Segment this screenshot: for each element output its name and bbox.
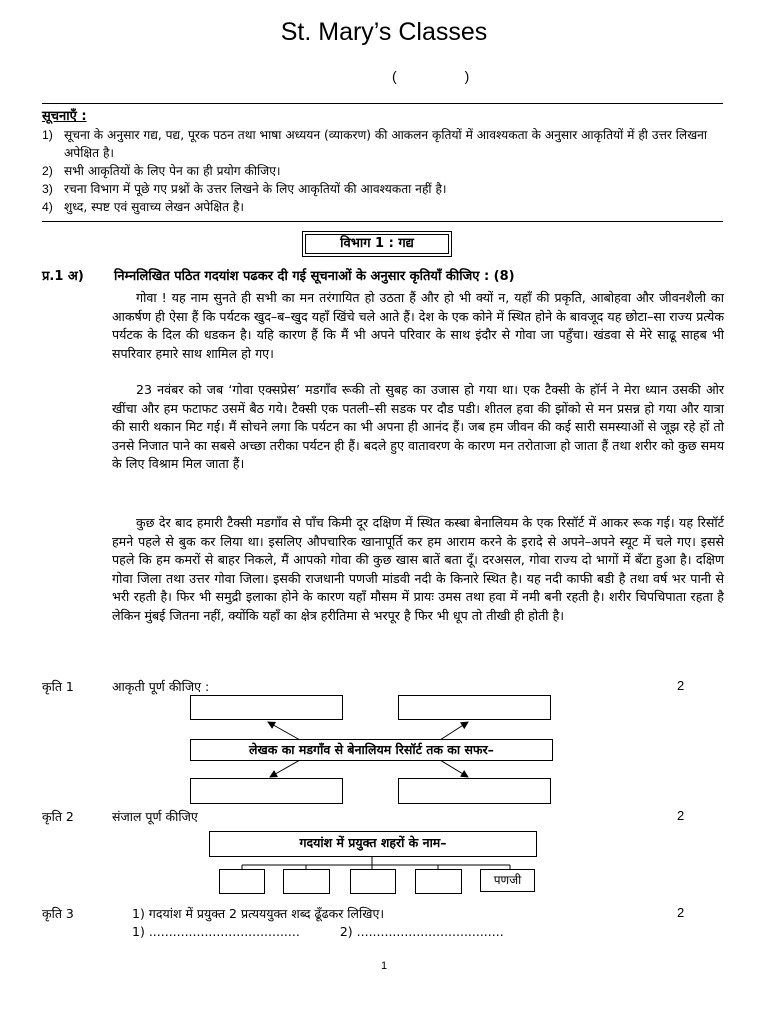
instruction-item: 3) रचना विभाग में पूछे गए प्रश्नों के उत्तर लिखने के लिए आकृतियों की आवश्यकता नहीं है।: [42, 182, 447, 196]
kriti-3-heading: [42, 905, 692, 922]
name-parentheses: ( ): [392, 68, 470, 84]
kriti-1-answer-box-4[interactable]: [398, 778, 551, 804]
passage-paragraph-3: कुछ देर बाद हमारी टैक्सी मडगाँव से पाँच किमी दूर दक्षिण में स्थित कस्बा बेनालियम के एक रिसॉर्ट में आकर रूक गई। यह रिसॉर्ट हमने पहले से बुक कर लिया था। इसलिए औपचारिक खानापूर्ति कर हम आराम करने के इरादे से अपने–अपने स्यूट में चले गए। इससे पहले कि हम कमरों से बाहर निकले, मैं आपको गोवा की कुछ खास बातें बता दूँ। दरअसल, गोवा राज्य दो भागों में बँटा हुआ है। दक्षिण गोवा जिला तथा उत्तर गोवा जिला। इसकी राजधानी पणजी मांडवी नदी के किनारे स्थित है। यह नदी काफी बडी है तथा वर्ष भर पानी से भरी रहती है। फिर भी समुद्री इलाका होने के कारण यहाँ मौसम में प्रायः उमस तथा हवा में नमी बनी रहती है। शरीर चिपचिपाता रहता है लेकिन मुंबई जितना नहीं, क्योंकि यहाँ का क्षेत्र हरीतिमा से भरपूर है फिर भी धूप तो तीखी ही होती है।: [112, 515, 724, 623]
kriti-1-label: कृति 1: [42, 679, 74, 694]
kriti-3-blank-2[interactable]: 2) .....................................: [339, 924, 504, 939]
arrow-down-right: [440, 760, 468, 777]
passage-paragraph-1: गोवा ! यह नाम सुनते ही सभी का मन तरंगायित हो उठता हैं और हो भी क्यों न, यहाँ की प्रकृति, आबोहवा और जीवनशैली का आकर्षण ही ऐसा हैं कि पर्यटक खुद–ब–खुद यहाँ खिंचे चले आते हैं। देश के एक कोने में स्थित होने के बावजूद यह छोटा–सा राज्य प्रत्येक पर्यटक के दिल की धडकन है। यहि कारण हैं कि मैं भी अपने परिवार के साथ इंदौर से गोवा जा पहुँचा। खंडवा से मेरे साढू साहब भी सपरिवार हमारे साथ शामिल हो गए।: [112, 290, 724, 361]
kriti-1-answer-box-2[interactable]: [398, 695, 551, 720]
kriti-1-answer-box-1[interactable]: [190, 695, 343, 720]
page-number: 1: [380, 960, 388, 972]
kriti-2-answer-box-1[interactable]: [219, 869, 265, 894]
instruction-item: 2) सभी आकृतियों के लिए पेन का ही प्रयोग कीजिए।: [42, 164, 281, 178]
kriti-3-blank-1[interactable]: 1) ......................................: [132, 924, 300, 939]
kriti-2-answer-box-4[interactable]: [415, 869, 462, 894]
kriti-3-marks: 2: [677, 905, 685, 920]
kriti-1-center-box: लेखक का मडगाँव से बेनालियम रिसॉर्ट तक का सफर–: [190, 739, 553, 761]
arrow-down-left: [270, 760, 300, 777]
instruction-item: 4) शुध्द, स्पष्ट एवं सुवाच्य लेखन अपेक्षित है।: [42, 200, 244, 214]
section-title: विभाग 1 : गद्य: [302, 231, 452, 257]
kriti-3-answer-line: [132, 924, 504, 939]
kriti-2-label: कृति 2: [42, 809, 74, 824]
instruction-item: 1) सूचना के अनुसार गद्य, पद्य, पूरक पठन तथा भाषा अध्ययन (व्याकरण) की आकलन कृतियों में आवश्यकता के अनुसार आकृतियों में ही उत्तर लिखना अपेक्षित है।: [42, 128, 708, 160]
question-number: प्र.1 अ): [42, 269, 84, 284]
kriti-2-answer-box-2[interactable]: [283, 869, 330, 894]
kriti-3-instruction: 1) गदयांश में प्रयुक्त 2 प्रत्यययुक्त शब्द ढूँढकर लिखिए।: [132, 906, 385, 921]
arrow-up-right: [440, 722, 468, 740]
kriti-2-given-city-box: पणजी: [480, 869, 535, 892]
kriti-1-instruction: आकृती पूर्ण कीजिए :: [112, 679, 210, 694]
kriti-2-center-box: गदयांश में प्रयुक्त शहरों के नाम–: [209, 831, 537, 857]
kriti-2-heading: [42, 808, 692, 825]
instructions-heading: सूचनाएँ :: [42, 109, 87, 124]
kriti-2-instruction: संजाल पूर्ण कीजिए: [112, 809, 198, 824]
kriti-1-answer-box-3[interactable]: [190, 778, 343, 804]
kriti-3-label: कृति 3: [42, 906, 74, 921]
kriti-1-marks: 2: [677, 678, 685, 693]
page-title: St. Mary’s Classes: [280, 18, 488, 46]
arrow-up-left: [268, 722, 300, 740]
question-text: निम्नलिखित पठित गदयांश पढकर दी गई सूचनाओं के अनुसार कृतियाँ कीजिए : (8): [114, 269, 515, 284]
kriti-2-answer-box-3[interactable]: [350, 869, 396, 894]
passage-paragraph-2: 23 नवंबर को जब ‘गोवा एक्सप्रेस’ मडगाँव रूकी तो सुबह का उजास हो गया था। एक टैक्सी के हॉर्न ने मेरा ध्यान उसकी ओर खींचा और हम फटाफट उसमें बैठ गये। टैक्सी एक पतली–सी सडक पर दौड पडी। शीतल हवा की झोंको से मन प्रसन्न हो गया और यात्रा की सारी थकान मिट गई। मैं सोचने लगा कि पर्यटन का भी अपना ही आनंद हैं। जब हम जीवन की कई सारी समस्याओं से जूझ रहे हों तो उनसे निजात पाने का सबसे अच्छा तरीका पर्यटन ही हैं। बदले हुए वातावरण के कारण मन तरोताजा हो जाता हैं तथा शरीर को कुछ समय के लिए विश्राम मिल जाता हैं।: [112, 382, 724, 471]
kriti-2-marks: 2: [677, 808, 685, 823]
